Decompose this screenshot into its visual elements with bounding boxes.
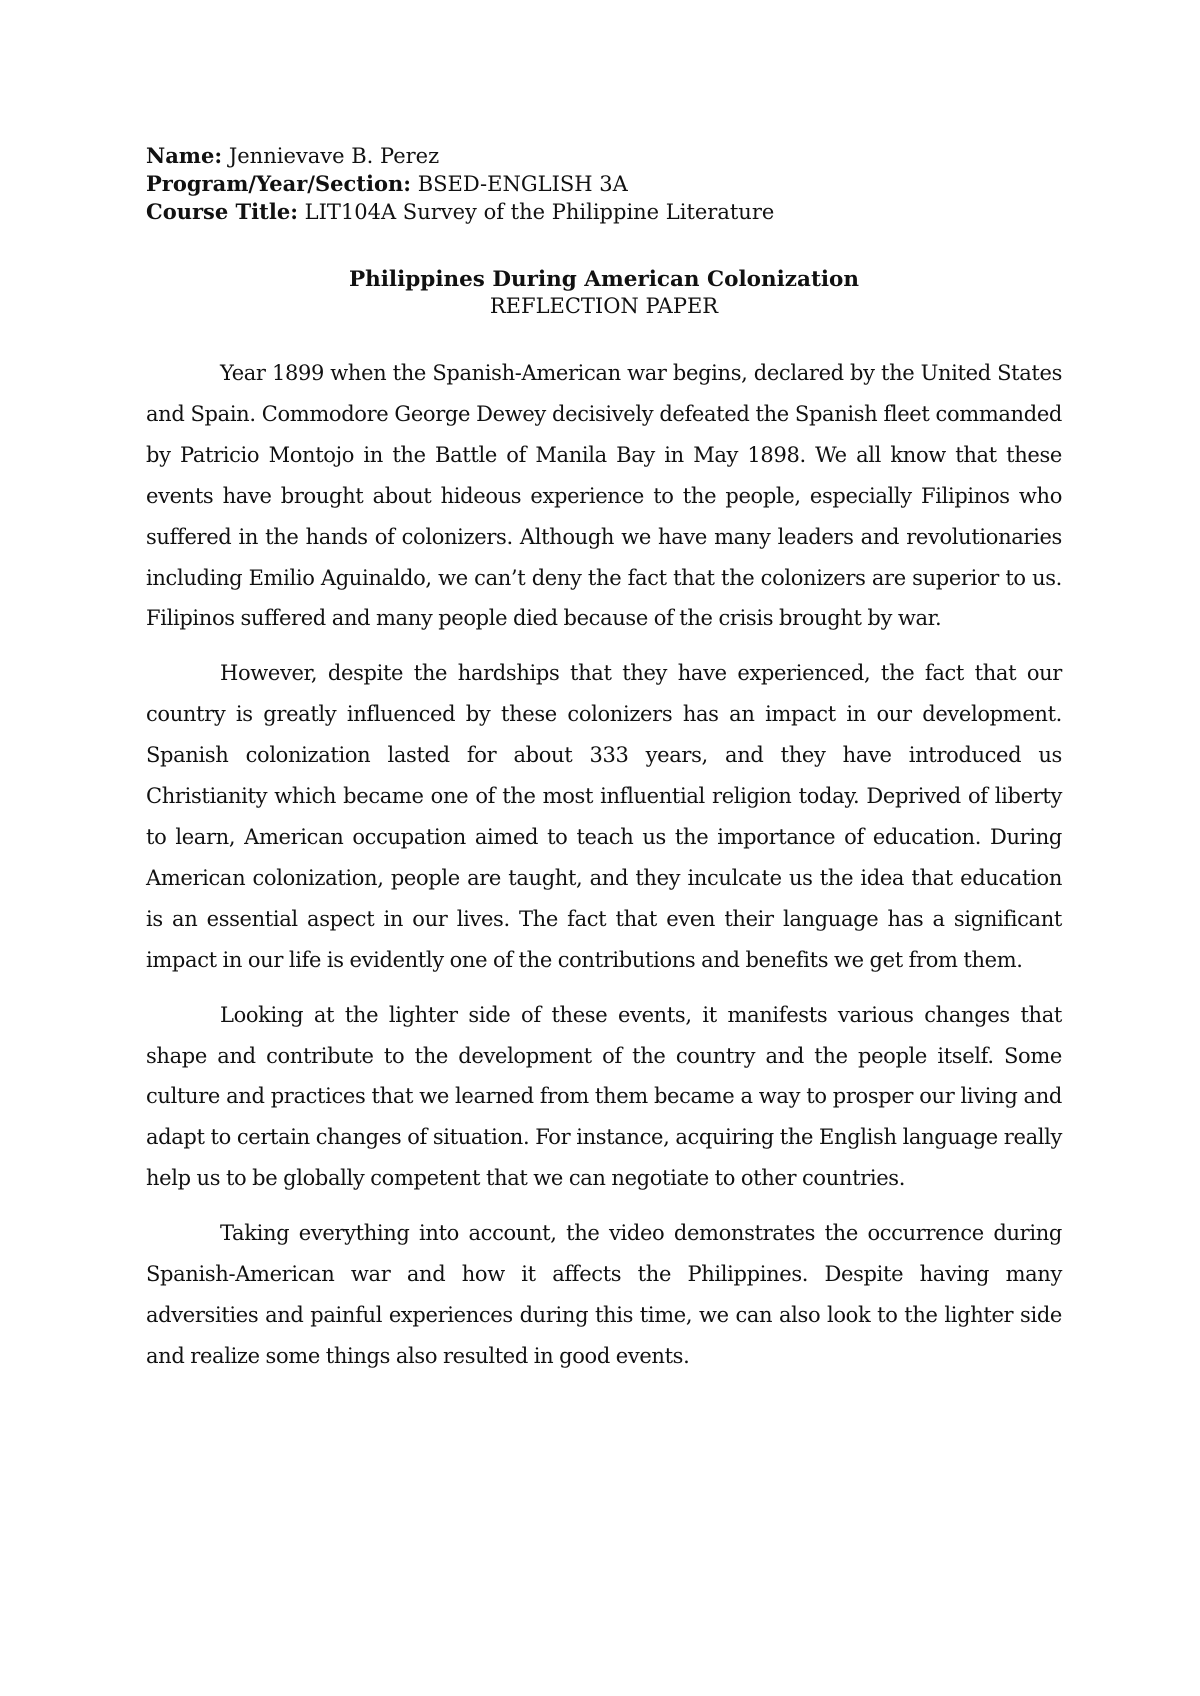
course-line: [146, 198, 1062, 226]
title-block: [146, 266, 1062, 320]
paragraph-2: However, despite the hardships that they have experienced, the fact that our country is greatly influenced by these colonizers has an impact in our development. Spanish colonization lasted for about 333 years, and they have introduced us Christianity which became one of the most influential religion today. Deprived of liberty to learn, American occupation aimed to teach us the importance of education. During American colonization, people are taught, and they inculcate us the idea that education is an essential aspect in our lives. The fact that even their language has a significant impact in our life is evidently one of the contributions and benefits we get from them.: [146, 661, 1062, 972]
program-value: BSED-ENGLISH 3A: [417, 172, 628, 196]
paragraph-4: Taking everything into account, the video demonstrates the occurrence during Spanish-American war and how it affects the Philippines. Despite having many adversities and painful experiences during this time, we can also look to the lighter side and realize some things also resulted in good events.: [146, 1221, 1062, 1368]
course-value: LIT104A Survey of the Philippine Literature: [304, 200, 775, 224]
document-subtitle: REFLECTION PAPER: [489, 294, 719, 318]
paragraph-3: Looking at the lighter side of these events, it manifests various changes that shape and contribute to the development of the country and the people itself. Some culture and practices that we learned from them became a way to prosper our living and adapt to certain changes of situation. For instance, acquiring the English language really help us to be globally competent that we can negotiate to other countries.: [146, 1002, 1062, 1191]
document-body: [146, 353, 1062, 1377]
name-value: Jennievave B. Perez: [228, 144, 440, 168]
document-title: Philippines During American Colonization: [348, 267, 860, 292]
course-label: Course Title:: [146, 199, 298, 224]
program-label: Program/Year/Section:: [146, 171, 411, 196]
program-line: [146, 170, 1062, 198]
name-label: Name:: [146, 143, 223, 168]
paragraph-1: Year 1899 when the Spanish-American war begins, declared by the United States and Spain. Commodore George Dewey decisively defeated the Spanish fleet commanded by Patricio Montojo in the Battle of Manila Bay in May 1898. We all know that these events have brought about hideous experience to the people, especially Filipinos who suffered in the hands of colonizers. Although we have many leaders and revolutionaries including Emilio Aguinaldo, we can’t deny the fact that the colonizers are superior to us. Filipinos suffered and many people died because of the crisis brought by war.: [146, 361, 1062, 631]
student-info: [146, 142, 1062, 226]
name-line: [146, 142, 1062, 170]
document-page: [146, 142, 1062, 1391]
